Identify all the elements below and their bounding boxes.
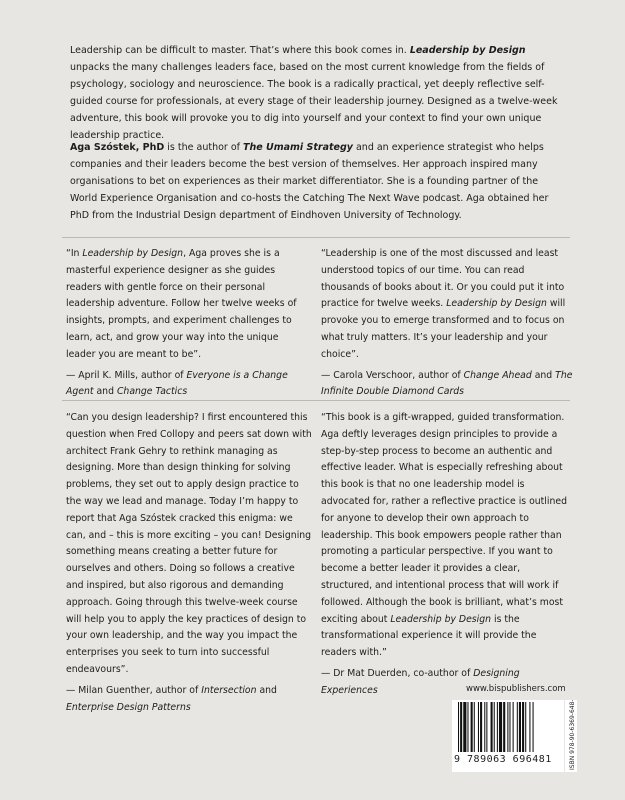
endorsement-mills xyxy=(66,246,306,401)
divider xyxy=(62,237,570,238)
endorsement-guenther xyxy=(66,410,314,716)
book-title: Leadership by Design xyxy=(409,45,526,56)
quote-text: “Leadership is one of the most discussed and least understood topics of our time. You can read thousands of books about it. Or you could put it into practice for twelve weeks. Leadership by Design will provoke you to emerge transformed and to focus on what truly matters. It’s your leadership and your choice”. xyxy=(321,248,566,360)
barcode-bars xyxy=(458,702,558,754)
endorsement-duerden xyxy=(321,410,573,700)
isbn-text: ISBN 978-90-6369-648-1 xyxy=(569,700,576,770)
quote-attribution: — Milan Guenther, author of Intersection and Enterprise Design Patterns xyxy=(66,684,277,713)
quote-attribution: — Carola Verschoor, author of Change Ahead and The Infinite Double Diamond Cards xyxy=(321,369,573,398)
quote-attribution: — April K. Mills, author of Everyone is a Change Agent and Change Tactics xyxy=(66,369,288,398)
publisher-url[interactable]: www.bispublishers.com xyxy=(466,684,566,694)
book-description: Leadership can be difficult to master. That’s where this book comes in. Leadership by Design unpacks the many challenges leaders face, based on the most current knowledge from the fields of psychology, sociology and neuroscience. The book is a radically practical, yet deeply reflective self-guided course for professionals, at every stage of their leadership journey. Designed as a twelve-week adventure, this book will provoke you to dig into yourself and your context to find your own unique leadership practice. xyxy=(70,45,558,141)
isbn-side-label xyxy=(565,700,577,772)
quote-text: “Can you design leadership? I first encountered this question when Fred Collopy and peers sat down with architect Frank Gehry to rethink managing as designing. More than design thinking for solving problems, they set out to apply design practice to the way we lead and manage. Today I’m happy to report that Aga Szóstek cracked this enigma: we can, and – this is more exciting – you can! Designing something means creating a better future for ourselves and others. Doing so follows a creative and inspired, but also rigorous and demanding approach. Going through this twelve-week course will help you to apply the key practices of design to your own leadership, and the way you impact the enterprises you seek to turn into successful endeavours”. xyxy=(66,412,312,675)
quote-text: “This book is a gift-wrapped, guided transformation. Aga deftly leverages design principles to provide a step-by-step process to become an authentic and effective leader. What is especially refreshing about this book is that no one leadership model is advocated for, rather a reflective practice is outlined for anyone to develop their own approach to leadership. This book empowers people rather than promoting a particular perspective. If you want to become a better leader it provides a clear, structured, and intentional process that will work if followed. Although the book is brilliant, what’s most exciting about Leadership by Design is the transformational experience it will provide the readers with.” xyxy=(321,412,567,659)
barcode-number: 9 789063 696481 xyxy=(454,754,552,765)
divider xyxy=(62,400,570,401)
author-name: Aga Szóstek, PhD xyxy=(70,142,165,153)
quote-attribution: — Dr Mat Duerden, co-author of Designing Experiences xyxy=(321,667,520,696)
endorsement-verschoor xyxy=(321,246,573,401)
barcode xyxy=(452,700,564,772)
author-bio: Aga Szóstek, PhD is the author of The Umami Strategy and an experience strategist who helps companies and their leaders become the best version of themselves. Her approach inspired many organisations to bet on experiences as their market differentiator. She is a founding partner of the World Experience Organisation and co-hosts the Catching The Next Wave podcast. Aga obtained her PhD from the Industrial Design department of Eindhoven University of Technology. xyxy=(70,142,549,221)
quote-text: “In Leadership by Design, Aga proves she is a masterful experience designer as she guides readers with gentle force on their personal leadership adventure. Follow her twelve weeks of insights, prompts, and experiment challenges to learn, act, and grow your way into the unique leader you are meant to be”. xyxy=(66,248,297,360)
